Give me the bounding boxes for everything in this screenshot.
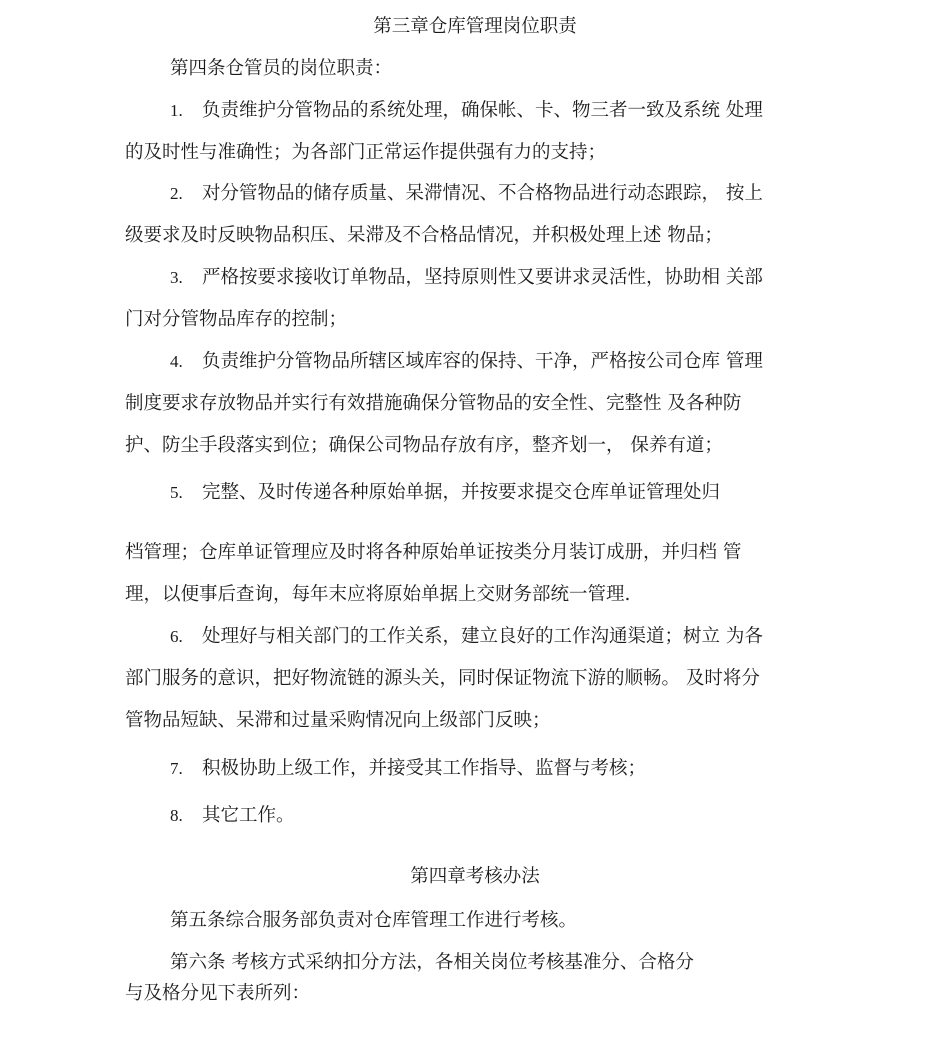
item-2-line-2: 级要求及时反映物品积压、呆滞及不合格品情况，并积极处理上述 物品； [125, 225, 723, 246]
item-6-line-1 [170, 625, 763, 649]
article-6-line-2: 与及格分见下表所列： [125, 983, 311, 1004]
item-6-line-3: 管物品短缺、呆滞和过量采购情况向上级部门反映； [125, 710, 551, 731]
item-5-number: 5. [170, 483, 183, 502]
item-5-line-3: 理，以便事后查询，每年末应将原始单据上交财务部统一管理. [125, 584, 631, 605]
chapter-4-title: 第四章考核办法 [410, 866, 540, 887]
item-8-line-1 [170, 804, 295, 828]
item-3-number: 3. [170, 268, 183, 287]
item-6-text: 处理好与相关部门的工作关系，建立良好的工作沟通渠道；树立 为各 [202, 626, 763, 647]
article-4-heading: 第四条仓管员的岗位职责： [170, 58, 393, 79]
article-6-line-1: 第六条 考核方式采纳扣分方法，各相关岗位考核基准分、合格分 [170, 952, 694, 973]
item-1-line-2: 的及时性与准确性；为各部门正常运作提供强有力的支持； [125, 142, 607, 163]
item-5-line-2: 档管理；仓库单证管理应及时将各种原始单证按类分月装订成册，并归档 管 [125, 542, 742, 563]
item-2-number: 2. [170, 184, 183, 203]
item-7-number: 7. [170, 759, 183, 778]
item-7-line-1 [170, 757, 646, 781]
item-1-line-1 [170, 99, 763, 123]
item-6-number: 6. [170, 627, 183, 646]
item-1-number: 1. [170, 101, 183, 120]
item-4-line-2: 制度要求存放物品并实行有效措施确保分管物品的安全性、完整性 及各种防 [125, 393, 742, 414]
item-2-line-1 [170, 182, 763, 206]
item-4-text: 负责维护分管物品所辖区域库容的保持、干净，严格按公司仓库 管理 [202, 351, 763, 372]
item-2-text: 对分管物品的储存质量、呆滞情况、不合格物品进行动态跟踪， 按上 [202, 183, 763, 204]
item-3-line-2: 门对分管物品库存的控制； [125, 309, 348, 330]
item-5-line-1 [170, 481, 720, 505]
article-5-paragraph: 第五条综合服务部负责对仓库管理工作进行考核。 [170, 910, 578, 931]
item-6-line-2: 部门服务的意识，把好物流链的源头关，同时保证物流下游的顺畅。 及时将分 [125, 668, 760, 689]
item-7-text: 积极协助上级工作，并接受其工作指导、监督与考核； [202, 758, 647, 779]
item-4-line-3: 护、防尘手段落实到位；确保公司物品存放有序，整齐划一， 保养有道； [125, 435, 723, 456]
item-4-number: 4. [170, 352, 183, 371]
item-8-text: 其它工作。 [202, 805, 295, 826]
item-3-line-1 [170, 266, 763, 290]
item-3-text: 严格按要求接收订单物品，坚持原则性又要讲求灵活性，协助相 关部 [202, 267, 763, 288]
item-5-text: 完整、及时传递各种原始单据，并按要求提交仓库单证管理处归 [202, 482, 721, 503]
item-1-text: 负责维护分管物品的系统处理，确保帐、卡、物三者一致及系统 处理 [202, 100, 763, 121]
chapter-3-title: 第三章仓库管理岗位职责 [373, 16, 577, 37]
item-8-number: 8. [170, 806, 183, 825]
item-4-line-1 [170, 350, 763, 374]
